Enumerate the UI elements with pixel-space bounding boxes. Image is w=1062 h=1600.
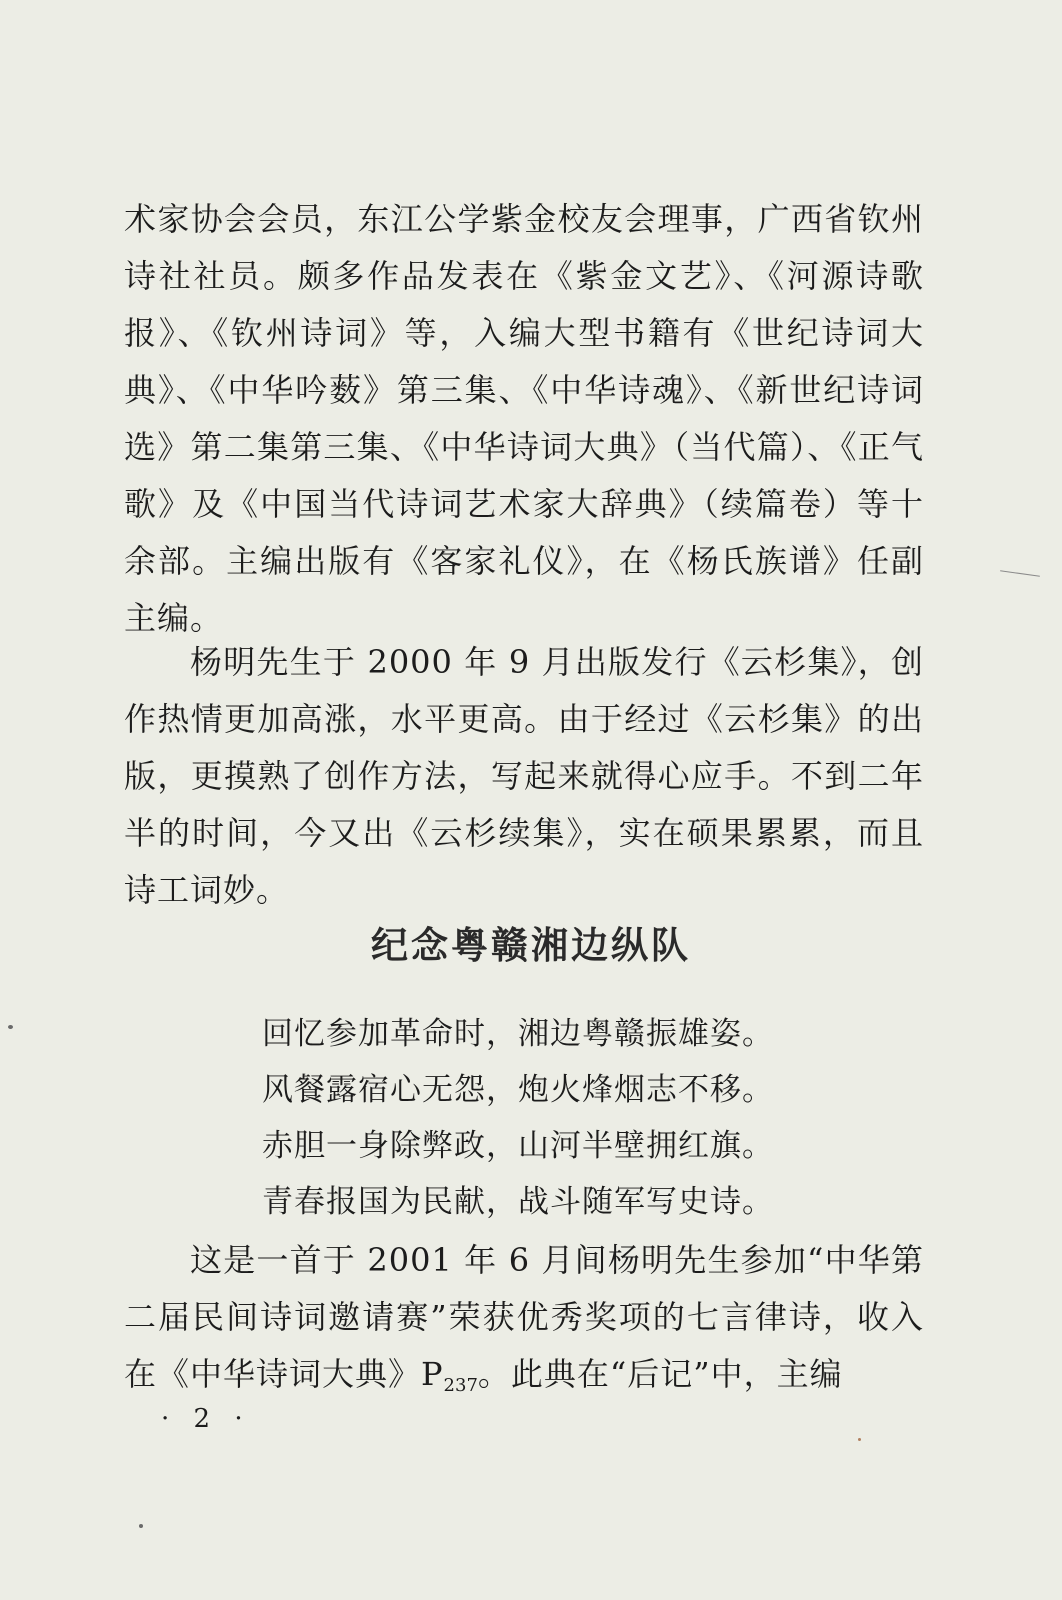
poem-line: 风餐露宿心无怨，炮火烽烟志不移。 xyxy=(262,1072,774,1108)
paragraph-biography-continued xyxy=(124,191,924,647)
paragraph-poem-commentary xyxy=(124,1232,924,1414)
poem-line: 赤胆一身除弊政，山河半壁拥红旗。 xyxy=(262,1128,774,1164)
page-number: · 2 · xyxy=(161,1404,251,1434)
paragraph-yunshan-collection xyxy=(124,634,924,919)
paragraph-text-before: 这是一首于 2001 年 6 月间杨明先生参加“中华第二届民间诗词邀请赛”荣获优秀奖项的七言律诗，收入在《中华诗词大典》P xyxy=(124,1241,924,1393)
paragraph-text: 杨明先生于 2000 年 9 月出版发行《云杉集》，创作热情更加高涨，水平更高。由于经过《云杉集》的出版，更摸熟了创作方法，写起来就得心应手。不到二年半的时间，今又出《云杉续集》，实在硕果累累，而且诗工词妙。 xyxy=(124,643,924,909)
poem-title: 纪念粤赣湘边纵队 xyxy=(371,924,691,967)
paper-speck xyxy=(8,1025,13,1029)
poem-line: 回忆参加革命时，湘边粤赣振雄姿。 xyxy=(262,1016,774,1052)
paragraph-text-after: 。此典在“后记”中，主编 xyxy=(477,1355,843,1393)
poem-line: 青春报国为民献，战斗随军写史诗。 xyxy=(262,1184,774,1220)
paper-speck xyxy=(139,1524,143,1528)
paper-edge-mark xyxy=(1000,570,1040,577)
page-reference-subscript: 237 xyxy=(443,1375,478,1396)
poem-body xyxy=(262,1006,902,1230)
paper-speck xyxy=(858,1438,861,1441)
paragraph-text: 术家协会会员，东江公学紫金校友会理事，广西省钦州诗社社员。颇多作品发表在《紫金文艺》、《河源诗歌报》、《钦州诗词》等，入编大型书籍有《世纪诗词大典》、《中华吟薮》第三集、《中华诗魂》、《新世纪诗词选》第二集第三集、《中华诗词大典》（当代篇）、《正气歌》及《中国当代诗词艺术家大辞典》（续篇卷）等十余部。主编出版有《客家礼仪》，在《杨氏族谱》任副主编。 xyxy=(124,200,924,637)
